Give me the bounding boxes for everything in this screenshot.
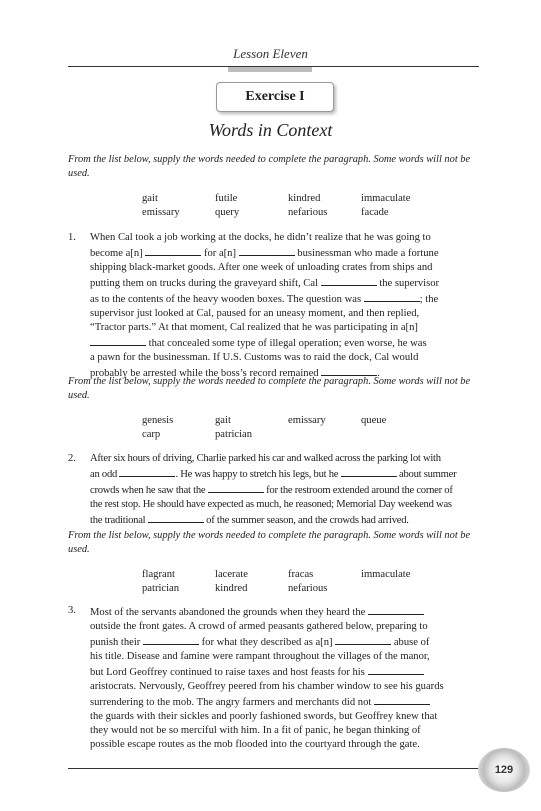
- paragraph-line: [90, 466, 482, 482]
- paragraph-text: for the restroom extended around the corner of: [263, 485, 453, 496]
- paragraph-text: surrendering to the mob. The angry farmers and merchants did not: [90, 697, 374, 708]
- footer-rule: [68, 768, 479, 769]
- paragraph-line: [90, 231, 482, 245]
- answer-blank[interactable]: [239, 245, 295, 256]
- word-bank-item: patrician: [215, 429, 253, 440]
- paragraph-text: probably be arrested while the boss’s record remained: [90, 368, 322, 379]
- paragraph-text: for what they described as a[n]: [198, 637, 336, 648]
- word-bank-item: gait: [215, 415, 231, 426]
- paragraph-text: as to the contents of the heavy wooden boxes. The question was: [90, 294, 364, 305]
- paragraph-text: the guards with their sickles and poorly fashioned swords, but Geoffrey knew that: [90, 711, 438, 722]
- exercise-1-paragraph: [90, 231, 482, 381]
- answer-blank[interactable]: [145, 245, 201, 256]
- paragraph-line: [90, 291, 482, 307]
- paragraph-text: the supervisor: [376, 278, 440, 289]
- paragraph-line: [90, 680, 482, 694]
- word-bank-item: immaculate: [361, 569, 411, 580]
- paragraph-text: aristocrats. Nervously, Geoffrey peered from his chamber window to see his guards: [90, 681, 444, 692]
- paragraph-text: abuse of: [391, 637, 430, 648]
- paragraph-line: [90, 604, 482, 620]
- answer-blank[interactable]: [148, 512, 204, 523]
- answer-blank[interactable]: [321, 275, 377, 286]
- word-bank-item: emissary: [142, 207, 180, 218]
- paragraph-text: After six hours of driving, Charlie parked his car and walked across the parking lot with: [90, 453, 441, 464]
- exercise-label: Exercise I: [245, 89, 305, 104]
- paragraph-text: but Lord Geoffrey continued to raise taxes and host feasts for his: [90, 667, 368, 678]
- paragraph-line: [90, 307, 482, 321]
- answer-blank[interactable]: [208, 482, 264, 493]
- answer-blank[interactable]: [374, 694, 430, 705]
- paragraph-text: that concealed some type of illegal operation; even worse, he was: [146, 338, 427, 349]
- exercise-2-paragraph: [90, 452, 482, 528]
- paragraph-text: his title. Disease and famine were rampant throughout the villages of the manor,: [90, 651, 430, 662]
- paragraph-text: possible escape routes as the mob flooded into the courtyard through the gate.: [90, 739, 420, 750]
- word-bank-item: fracas: [288, 569, 314, 580]
- paragraph-text: of the summer season, and the crowds had arrived.: [203, 515, 409, 526]
- paragraph-line: [90, 351, 482, 365]
- word-bank-item: kindred: [215, 583, 248, 594]
- page-number: 129: [494, 764, 514, 776]
- word-bank-2: [142, 414, 442, 442]
- instructions-2: From the list below, supply the words needed to complete the paragraph. Some words will not be used.: [68, 376, 471, 401]
- word-bank-item: nefarious: [288, 207, 328, 218]
- instructions-3: From the list below, supply the words needed to complete the paragraph. Some words will not be used.: [68, 530, 471, 555]
- paragraph-text: a pawn for the businessman. If U.S. Customs was to raid the dock, Cal would: [90, 352, 419, 363]
- exercise-number: 2.: [68, 453, 76, 464]
- paragraph-line: [90, 724, 482, 738]
- exercise-3-paragraph: [90, 604, 482, 752]
- lesson-header: Lesson Eleven: [233, 46, 308, 61]
- paragraph-line: [90, 275, 482, 291]
- answer-blank[interactable]: [364, 291, 420, 302]
- page-number-badge: [478, 748, 530, 792]
- paragraph-line: [90, 710, 482, 724]
- paragraph-text: supervisor just looked at Cal, paused for an uneasy moment, and then replied,: [90, 308, 420, 319]
- paragraph-line: [90, 452, 482, 466]
- paragraph-line: [90, 261, 482, 275]
- word-bank-item: query: [215, 207, 240, 218]
- paragraph-line: [90, 694, 482, 710]
- paragraph-text: the rest stop. He should have expected as much, he reasoned; Memorial Day weekend was: [90, 499, 452, 510]
- paragraph-text: .: [377, 368, 380, 379]
- paragraph-text: businessman who made a fortune: [294, 248, 439, 259]
- paragraph-text: an odd: [90, 469, 120, 480]
- paragraph-line: [90, 512, 482, 528]
- paragraph-line: [90, 321, 482, 335]
- paragraph-text: Most of the servants abandoned the grounds when they heard the: [90, 607, 369, 618]
- paragraph-line: [90, 245, 482, 261]
- answer-blank[interactable]: [341, 466, 397, 477]
- paragraph-text: outside the front gates. A crowd of armed peasants gathered below, preparing to: [90, 621, 428, 632]
- paragraph-text: putting them on trucks during the graveyard shift, Cal: [90, 278, 321, 289]
- exercise-label-box: [216, 82, 334, 112]
- paragraph-text: ; the: [419, 294, 439, 305]
- answer-blank[interactable]: [335, 634, 391, 645]
- word-bank-3: [142, 568, 442, 596]
- word-bank-item: genesis: [142, 415, 174, 426]
- paragraph-text: punish their: [90, 637, 143, 648]
- answer-blank[interactable]: [119, 466, 175, 477]
- paragraph-text: . He was happy to stretch his legs, but he: [175, 469, 341, 480]
- answer-blank[interactable]: [90, 335, 146, 346]
- word-bank-item: patrician: [142, 583, 180, 594]
- paragraph-text: become a[n]: [90, 248, 146, 259]
- word-bank-item: nefarious: [288, 583, 328, 594]
- word-bank-item: lacerate: [215, 569, 248, 580]
- paragraph-line: [90, 634, 482, 650]
- paragraph-text: crowds when he saw that the: [90, 485, 208, 496]
- exercise-number: 1.: [68, 232, 76, 243]
- word-bank-item: kindred: [288, 193, 321, 204]
- word-bank-item: futile: [215, 193, 238, 204]
- answer-blank[interactable]: [368, 604, 424, 615]
- answer-blank[interactable]: [143, 634, 199, 645]
- word-bank-item: flagrant: [142, 569, 175, 580]
- paragraph-line: [90, 335, 482, 351]
- paragraph-text: about summer: [396, 469, 457, 480]
- paragraph-text: they would not be so merciful with him. In a fit of panic, he began thinking of: [90, 725, 421, 736]
- paragraph-text: shipping black-market goods. After one week of unloading crates from ships and: [90, 262, 433, 273]
- paragraph-line: [90, 738, 482, 752]
- word-bank-item: immaculate: [361, 193, 411, 204]
- paragraph-line: [90, 664, 482, 680]
- paragraph-text: When Cal took a job working at the docks, he didn’t realize that he was going to: [90, 232, 431, 243]
- word-bank-item: facade: [361, 207, 389, 218]
- exercise-number: 3.: [68, 605, 76, 616]
- answer-blank[interactable]: [368, 664, 424, 675]
- word-bank-item: queue: [361, 415, 387, 426]
- word-bank-item: carp: [142, 429, 161, 440]
- paragraph-line: [90, 482, 482, 498]
- word-bank-1: [142, 192, 442, 220]
- paragraph-text: the traditional: [90, 515, 148, 526]
- word-bank-item: gait: [142, 193, 158, 204]
- section-title: Words in Context: [208, 120, 333, 140]
- paragraph-line: [90, 498, 482, 512]
- paragraph-line: [90, 650, 482, 664]
- word-bank-item: emissary: [288, 415, 326, 426]
- paragraph-text: for a[n]: [201, 248, 239, 259]
- paragraph-text: “Tractor parts.” At that moment, Cal realized that he was participating in a[n]: [90, 322, 418, 333]
- instructions-1: From the list below, supply the words needed to complete the paragraph. Some words will not be used.: [68, 154, 471, 179]
- header-tab-decoration: [228, 67, 312, 72]
- paragraph-line: [90, 620, 482, 634]
